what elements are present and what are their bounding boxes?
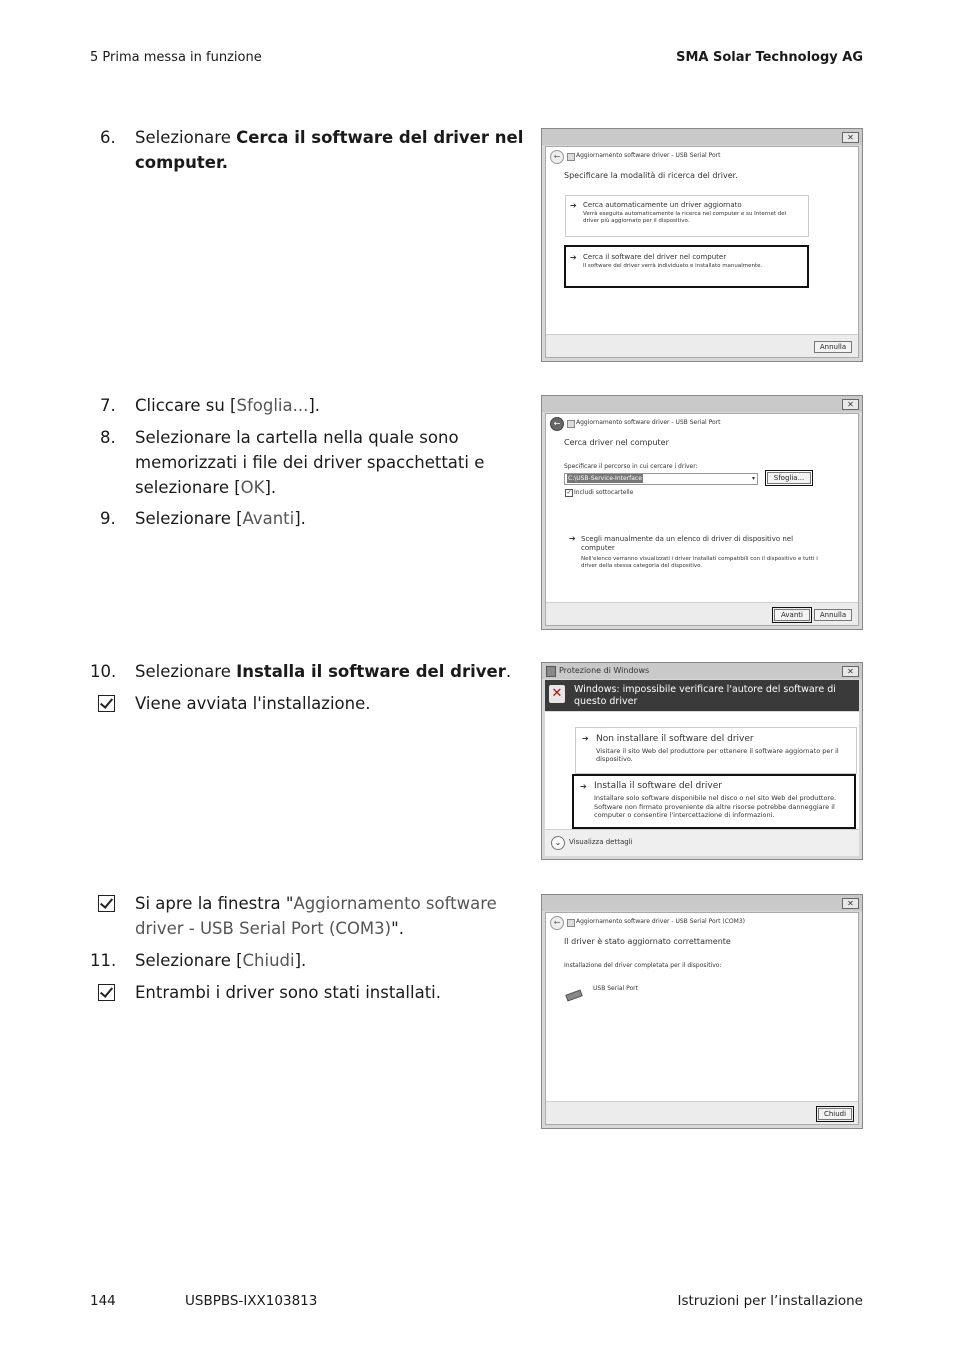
- option-description: Visitare il sito Web del produttore per ottenere il software aggiornato per il dispositivo.: [596, 747, 839, 763]
- check-icon: [98, 984, 115, 1001]
- window-title: Aggiornamento software driver - USB Serial Port: [576, 419, 721, 426]
- step-8: [90, 425, 530, 500]
- next-button[interactable]: Avanti: [774, 609, 810, 621]
- step-bold-text: Cerca il software del driver nel computer.: [135, 128, 524, 172]
- option-title: Installa il software del driver: [594, 781, 722, 791]
- dialog-heading: Specificare la modalità di ricerca del driver.: [564, 171, 738, 180]
- step-number: 8.: [100, 428, 116, 447]
- step-11: [90, 948, 530, 973]
- device-name: USB Serial Port: [593, 985, 639, 992]
- button-bar: [546, 1101, 858, 1124]
- usb-device-icon: [565, 989, 582, 1001]
- device-icon: [567, 420, 575, 428]
- option-search-automatically[interactable]: [565, 195, 809, 237]
- check-icon: [98, 695, 115, 712]
- step-text: Cliccare su [: [135, 396, 237, 415]
- option-title: Non installare il software del driver: [596, 734, 754, 744]
- step-number: 10.: [90, 662, 117, 681]
- step-number: 9.: [100, 509, 116, 528]
- cancel-button[interactable]: Annulla: [814, 341, 852, 353]
- result-text: Viene avviata l'installazione.: [135, 694, 371, 713]
- arrow-right-icon: ➔: [570, 201, 577, 210]
- step-text: Selezionare [: [135, 951, 243, 970]
- completion-text: Installazione del driver completata per il dispositivo:: [564, 962, 722, 969]
- result-text: Si apre la finestra ": [135, 894, 294, 913]
- step-text: Selezionare [: [135, 509, 243, 528]
- option-do-not-install[interactable]: [575, 727, 857, 774]
- include-subfolders-checkbox[interactable]: ✓: [566, 489, 572, 496]
- back-arrow-icon[interactable]: ←: [550, 150, 564, 164]
- result-text-end: ".: [391, 919, 404, 938]
- button-bar: [546, 602, 858, 625]
- close-icon[interactable]: ✕: [842, 132, 859, 143]
- path-input[interactable]: [564, 473, 758, 485]
- ui-label: OK: [240, 478, 265, 497]
- close-icon[interactable]: ✕: [842, 399, 859, 410]
- step-6: [90, 125, 530, 175]
- close-button[interactable]: Chiudi: [818, 1108, 852, 1120]
- result-11: [90, 980, 530, 1005]
- step-text: Selezionare: [135, 662, 237, 681]
- running-header-chapter: 5 Prima messa in funzione: [90, 50, 262, 65]
- window-title: Aggiornamento software driver - USB Serial Port (COM3): [576, 918, 745, 925]
- document-title: Istruzioni per l’installazione: [677, 1293, 863, 1309]
- result-text: Entrambi i driver sono stati installati.: [135, 983, 441, 1002]
- check-icon: [98, 895, 115, 912]
- page-number: 144: [90, 1293, 116, 1309]
- path-value: C:\USB-Service-Interface: [568, 475, 642, 482]
- option-install-driver[interactable]: [572, 774, 856, 829]
- device-icon: [567, 919, 575, 927]
- result-10: [90, 691, 530, 716]
- back-arrow-icon[interactable]: ←: [550, 417, 564, 431]
- button-bar: [546, 334, 858, 357]
- step-text-end: .: [505, 662, 512, 681]
- warning-text: Windows: impossibile verificare l'autore del software di questo driver: [574, 684, 836, 707]
- expand-icon[interactable]: ⌄: [551, 836, 565, 850]
- view-details-link[interactable]: Visualizza dettagli: [569, 838, 633, 846]
- details-bar: [545, 829, 859, 856]
- ui-label: Sfoglia...: [236, 396, 309, 415]
- device-icon: [567, 153, 575, 161]
- arrow-right-icon: ➔: [582, 734, 589, 743]
- step-number: 11.: [90, 951, 117, 970]
- title-bar: [542, 129, 862, 145]
- arrow-right-icon: ➔: [570, 253, 577, 262]
- window-title: Aggiornamento software driver - USB Serial Port: [576, 152, 721, 159]
- step-text: Selezionare: [135, 128, 237, 147]
- step-text: Selezionare la cartella nella quale sono memorizzati i file dei driver spacchettati e selezionare [: [135, 428, 485, 497]
- back-arrow-icon[interactable]: ←: [550, 916, 564, 930]
- option-description: Il software del driver verrà individuato e installato manualmente.: [583, 263, 763, 269]
- close-icon[interactable]: ✕: [842, 898, 859, 909]
- ui-label: Avanti: [242, 509, 295, 528]
- running-header-company: SMA Solar Technology AG: [676, 50, 863, 65]
- ui-label: Chiudi: [242, 951, 295, 970]
- step-bold-text: Installa il software del driver: [236, 662, 506, 681]
- window-title: Protezione di Windows: [559, 666, 650, 675]
- dialog-heading: Il driver è stato aggiornato correttamente: [564, 937, 731, 946]
- shield-icon: [546, 666, 556, 677]
- result-window-opens: [90, 891, 530, 941]
- option-browse-computer[interactable]: [564, 245, 809, 288]
- manual-option-title[interactable]: Scegli manualmente da un elenco di driver di dispositivo nel computer: [581, 535, 794, 552]
- step-9: [90, 506, 530, 531]
- browse-button[interactable]: Sfoglia...: [767, 472, 811, 484]
- screenshot-windows-security: [541, 662, 863, 860]
- include-subfolders-label: Includi sottocartelle: [574, 489, 634, 496]
- manual-option-description: Nell'elenco verranno visualizzati i driver installati compatibili con il dispositivo e tutti i driver della stessa categoria del dispositivo.: [581, 556, 818, 569]
- document-code: USBPBS-IXX103813: [185, 1293, 318, 1309]
- path-label: Specificare il percorso in cui cercare i driver:: [564, 463, 698, 470]
- chevron-down-icon[interactable]: ▾: [751, 475, 755, 482]
- ui-label: Aggiornamento software driver - USB Serial Port (COM3): [135, 894, 497, 938]
- screenshot-driver-search-mode: [541, 128, 863, 362]
- warning-banner: [545, 680, 859, 711]
- step-10: [90, 659, 530, 684]
- step-number: 7.: [100, 396, 116, 415]
- title-bar: [542, 663, 862, 679]
- step-text-end: ].: [294, 509, 306, 528]
- title-bar: [542, 396, 862, 412]
- step-number: 6.: [100, 128, 116, 147]
- dialog-heading: Cerca driver nel computer: [564, 438, 669, 447]
- step-text-end: ].: [308, 396, 321, 415]
- step-text-end: ].: [264, 478, 277, 497]
- option-title: Cerca il software del driver nel computer: [583, 253, 727, 261]
- step-7: [90, 393, 530, 418]
- arrow-right-icon: ➔: [580, 782, 587, 791]
- screenshot-driver-updated: [541, 894, 863, 1129]
- close-icon[interactable]: ✕: [842, 666, 859, 677]
- screenshot-browse-driver: [541, 395, 863, 630]
- cancel-button[interactable]: Annulla: [814, 609, 852, 621]
- option-description: Installare solo software disponibile nel disco o nel sito Web del produttore. Software non firmato proveniente da altre risorse potrebbe danneggiare il computer o consentire l'intercettazione di informazioni.: [594, 794, 837, 819]
- step-text-end: ].: [294, 951, 307, 970]
- security-shield-icon: ✕: [549, 685, 565, 703]
- title-bar: [542, 895, 862, 911]
- arrow-right-icon: ➔: [569, 534, 576, 543]
- option-title: Cerca automaticamente un driver aggiornato: [583, 201, 742, 209]
- option-description: Verrà eseguita automaticamente la ricerca nel computer e su Internet del driver più aggiornato per il dispositivo.: [583, 211, 787, 224]
